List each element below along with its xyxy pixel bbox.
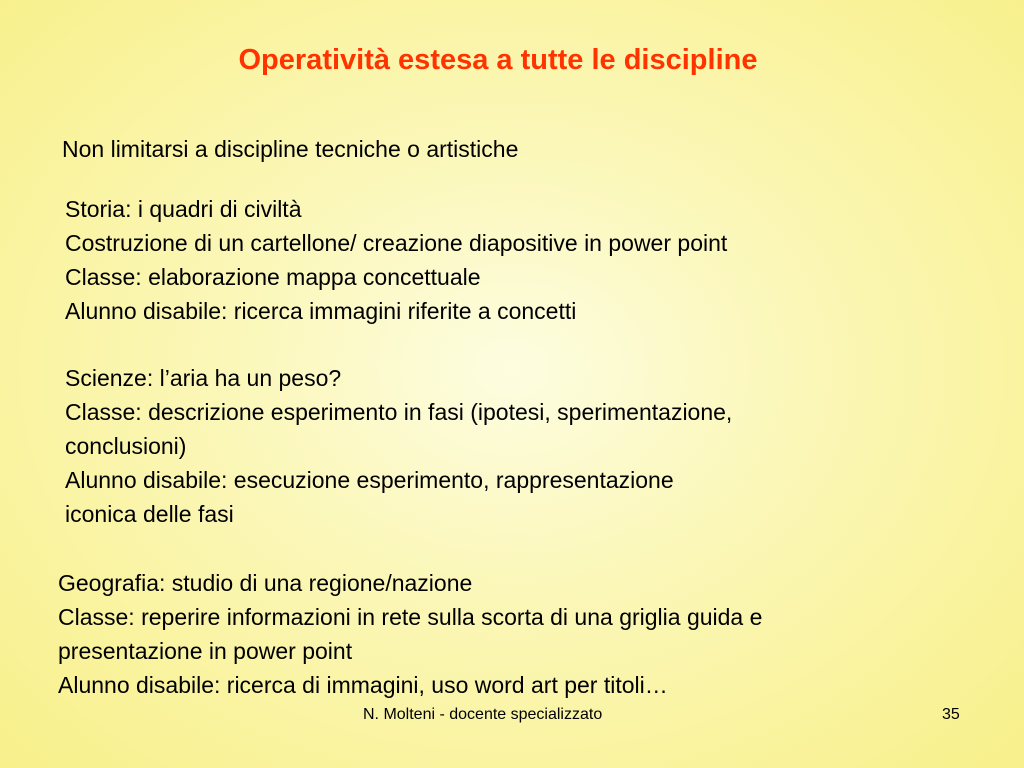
storia-line: Classe: elaborazione mappa concettuale — [65, 264, 481, 290]
footer-author: N. Molteni - docente specializzato — [363, 706, 603, 723]
scienze-heading: Scienze: l’aria ha un peso? — [65, 365, 342, 391]
storia-line: Alunno disabile: ricerca immagini riferite a concetti — [65, 298, 577, 324]
scienze-line: iconica delle fasi — [65, 501, 234, 527]
storia-section — [65, 192, 727, 328]
scienze-line: Alunno disabile: esecuzione esperimento, rappresentazione — [65, 467, 674, 493]
storia-heading: Storia: i quadri di civiltà — [65, 196, 302, 222]
geografia-line: Alunno disabile: ricerca di immagini, uso word art per titoli… — [58, 672, 668, 698]
scienze-line: Classe: descrizione esperimento in fasi (ipotesi, sperimentazione, — [65, 399, 733, 425]
scienze-line: conclusioni) — [65, 433, 187, 459]
geografia-section — [58, 566, 762, 702]
scienze-section — [65, 361, 732, 531]
geografia-line: presentazione in power point — [58, 638, 353, 664]
page-number: 35 — [942, 706, 960, 723]
slide-title: Operatività estesa a tutte le discipline — [238, 44, 758, 76]
geografia-heading: Geografia: studio di una regione/nazione — [58, 570, 473, 596]
storia-line: Costruzione di un cartellone/ creazione diapositive in power point — [65, 230, 728, 256]
intro-text: Non limitarsi a discipline tecniche o artistiche — [62, 136, 519, 162]
geografia-line: Classe: reperire informazioni in rete sulla scorta di una griglia guida e — [58, 604, 763, 630]
